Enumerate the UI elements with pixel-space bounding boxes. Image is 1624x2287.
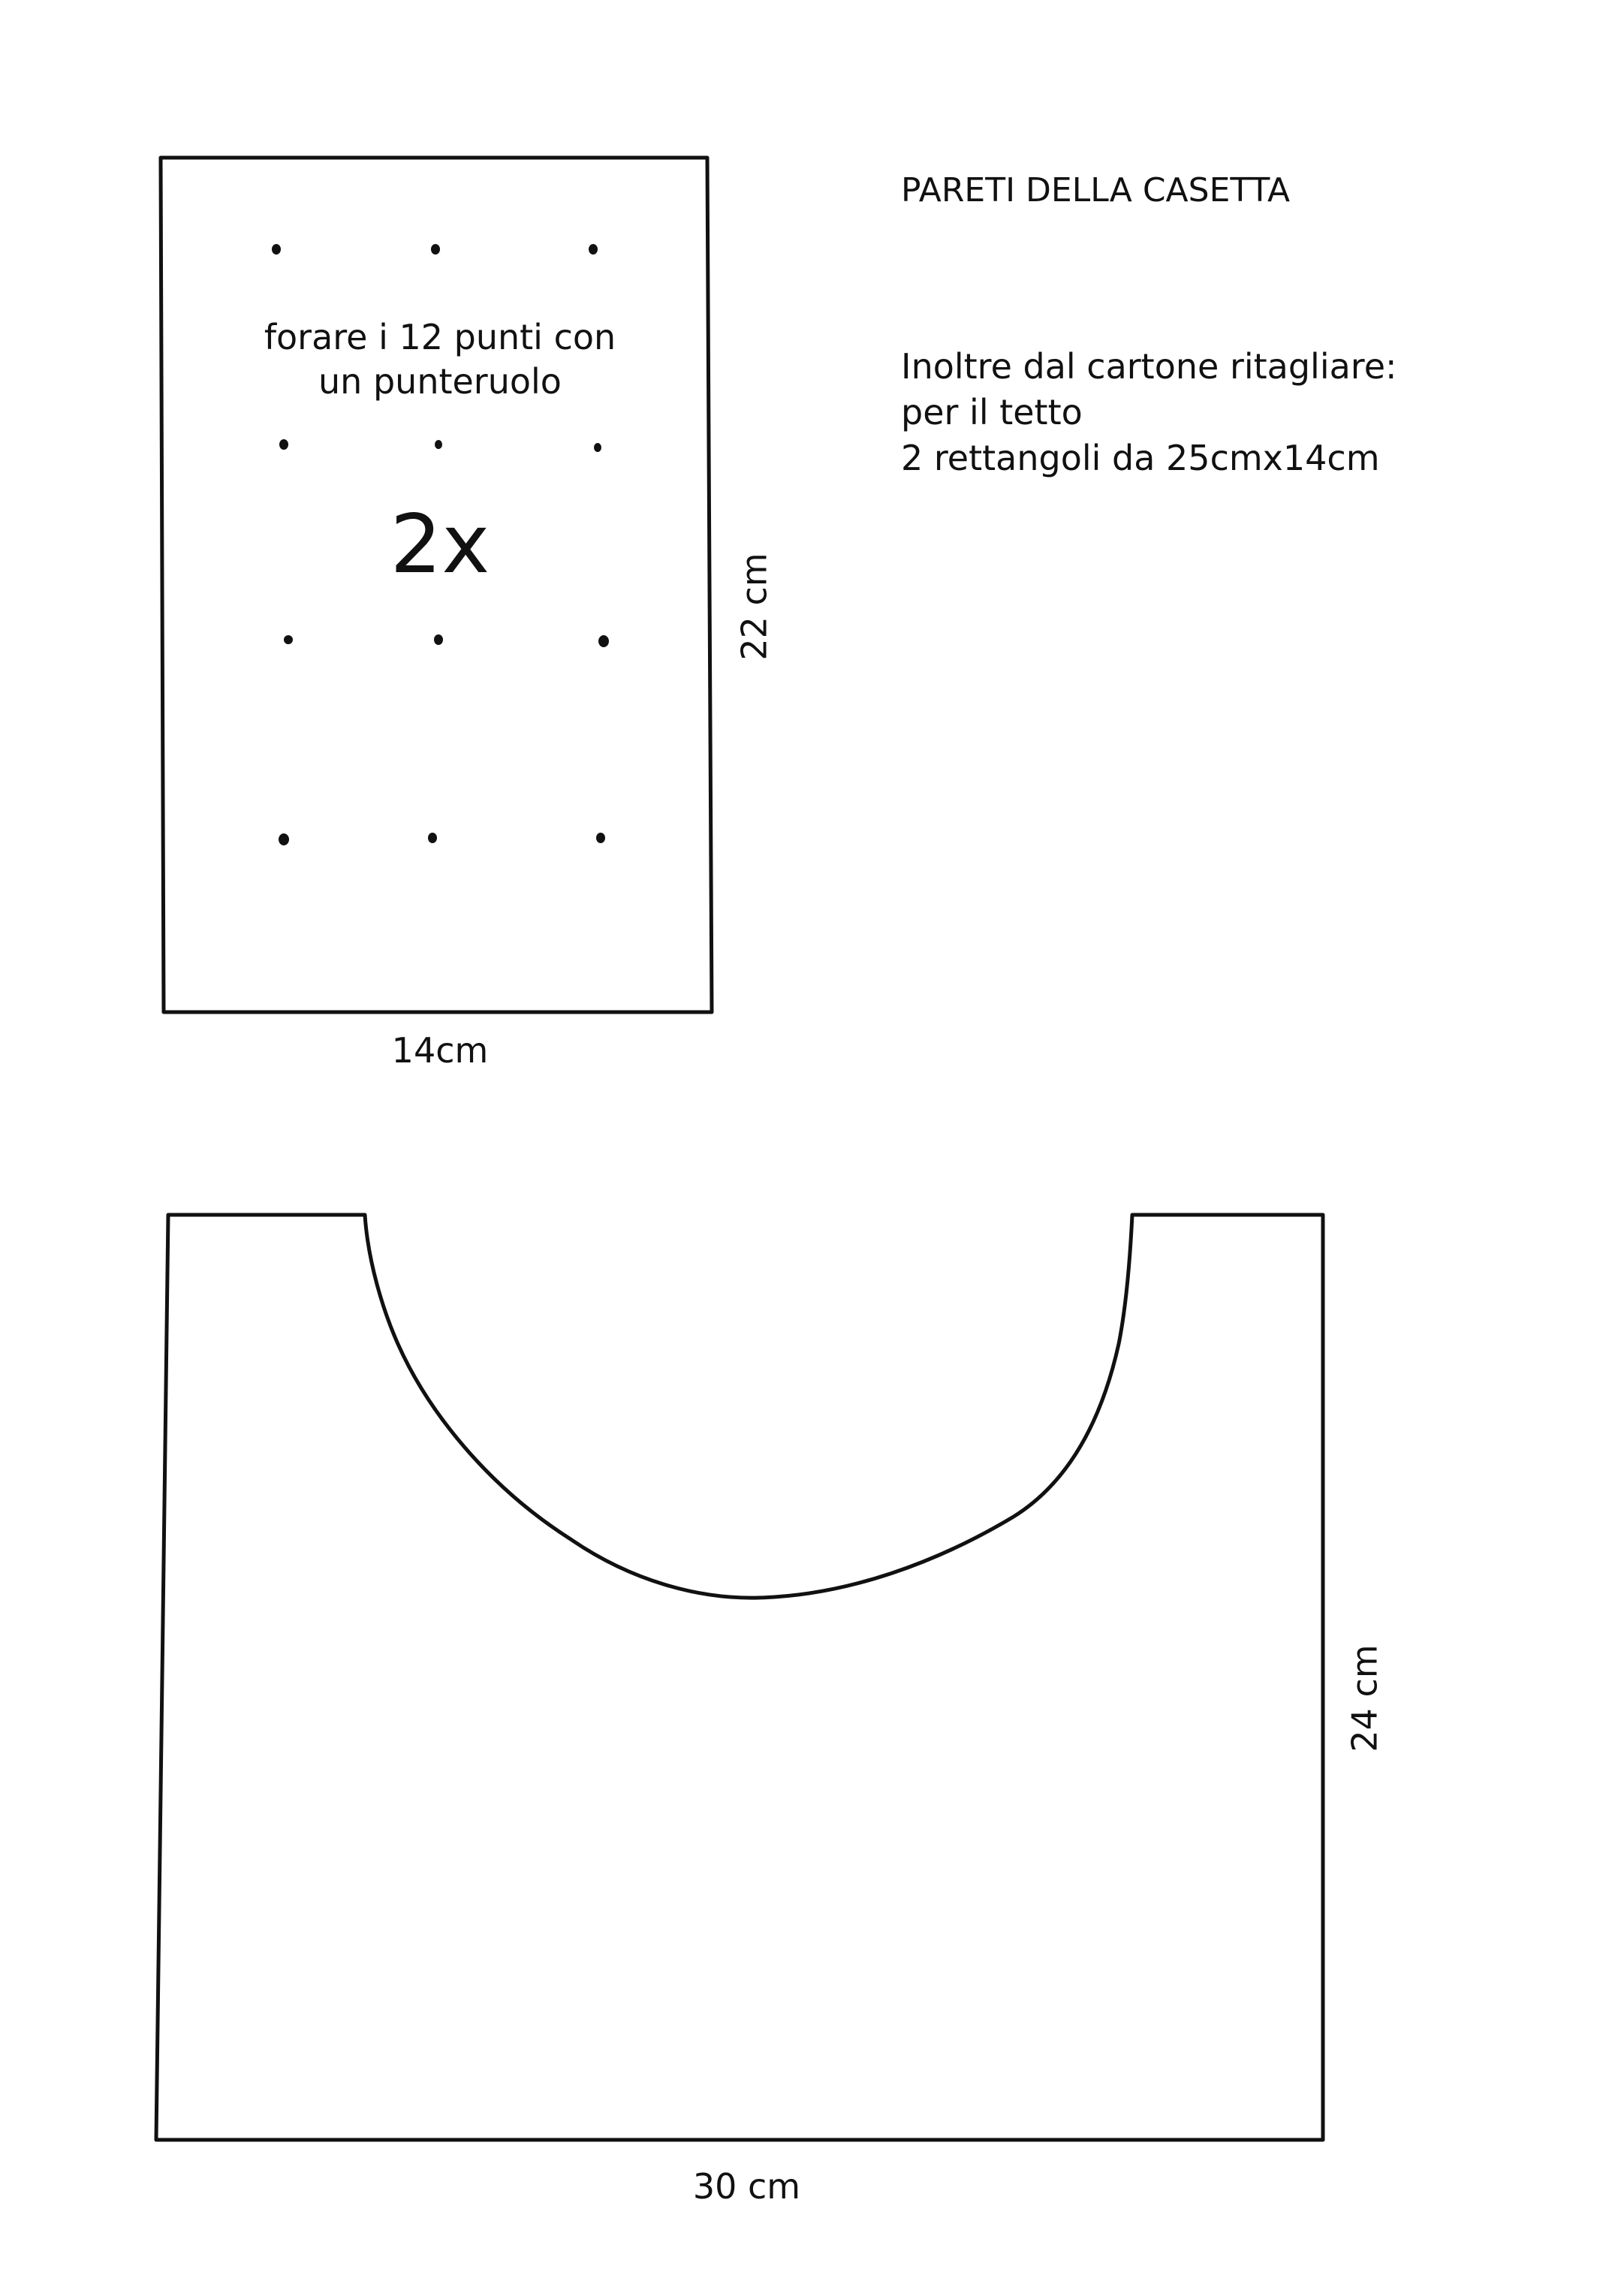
- page-title: PARETI DELLA CASETTA: [901, 171, 1291, 209]
- roof-note: [901, 344, 1397, 481]
- punch-hole: [589, 244, 598, 255]
- punch-hole: [434, 634, 443, 645]
- side-wall-height-label: 22 cm: [734, 553, 775, 661]
- punch-instruction-line: forare i 12 punti con: [264, 317, 616, 357]
- punch-instruction-line: un punteruolo: [318, 361, 562, 402]
- punch-hole: [598, 635, 609, 647]
- punch-hole: [596, 833, 605, 843]
- front-wall-outline: [156, 1215, 1323, 2140]
- punch-hole: [435, 440, 442, 449]
- roof-note-line: per il tetto: [901, 392, 1083, 432]
- punch-hole: [279, 833, 289, 845]
- punch-hole: [279, 439, 288, 450]
- punch-hole: [272, 244, 281, 255]
- punch-hole: [284, 635, 293, 644]
- roof-note-line: Inoltre dal cartone ritagliare:: [901, 346, 1397, 387]
- punch-hole: [431, 244, 440, 255]
- quantity-label: 2x: [390, 498, 490, 592]
- punch-hole: [428, 833, 437, 843]
- roof-note-line: 2 rettangoli da 25cmx14cm: [901, 438, 1380, 478]
- side-wall-width-label: 14cm: [391, 1030, 489, 1071]
- front-wall-width-label: 30 cm: [692, 2166, 801, 2207]
- front-wall-height-label: 24 cm: [1344, 1644, 1385, 1752]
- punch-hole: [594, 443, 601, 452]
- punch-instruction: [167, 315, 713, 404]
